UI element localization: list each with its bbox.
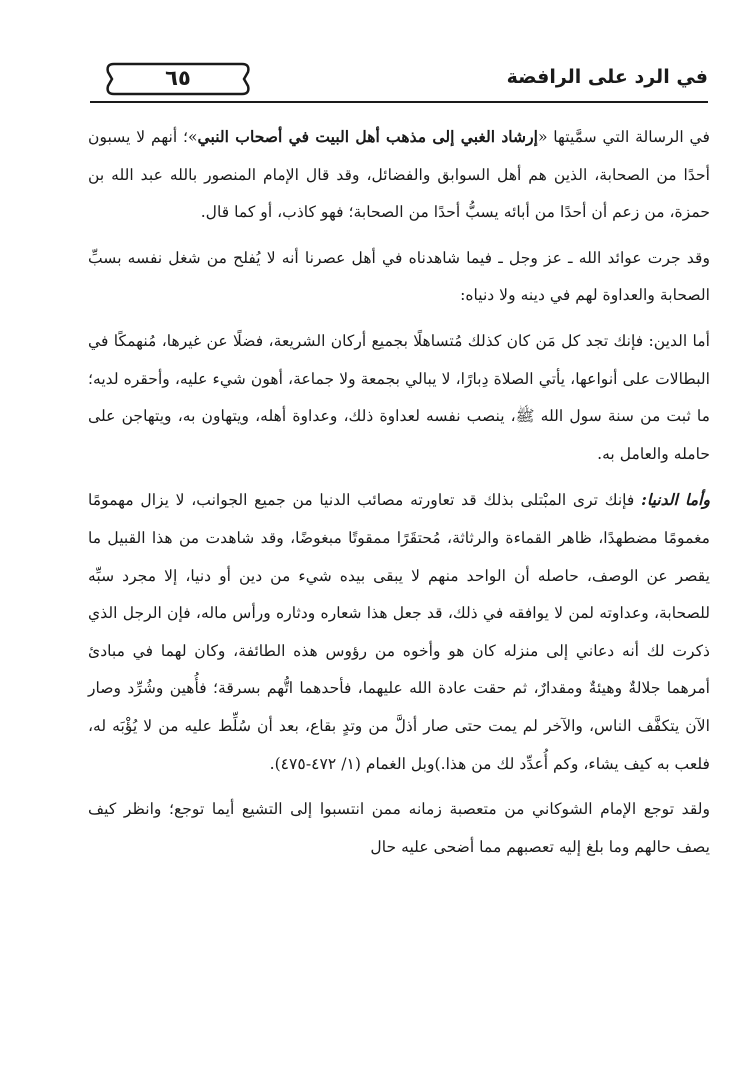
p4-lead: وأما الدنيا: (641, 490, 710, 510)
page-body (88, 118, 710, 874)
paragraph-3: أما الدين: فإنك تجد كل مَن كان كذلك مُتساهلًا بجميع أركان الشريعة، فضلًا عن غيرها، مُنهمكًا في البطالات على أنواعها، يأتي الصلاة دِبارًا، لا يبالي بجمعة ولا جماعة، أهون شيء عليه، وأحقره لديه؛ ما ثبت من سنة سول الله ﷺ، ينصب نفسه لعداوة ذلك، وعداوة أهله، ويتهاون به، ويتهاجن على حامله والعامل به. (88, 331, 710, 463)
p1-intro: في الرسالة التي سمَّيتها « (537, 128, 710, 146)
paragraph-2: وقد جرت عوائد الله ـ عز وجل ـ فيما شاهدناه في أهل عصرنا أنه لا يُفلح من شغل نفسه بسبِّ الصحابة والعداوة لهم في دينه ولا دنياه: (88, 248, 710, 305)
cited-book-title: إرشاد الغبي إلى مذهب أهل البيت في أصحاب النبي (197, 127, 538, 146)
p4-rest: فإنك ترى المبْتلى بذلك قد تعاورته مصائب الدنيا من جميع الجوانب، لا يزال مهمومًا مغمومًا مضطهدًا، ظاهر القماءة والرثاثة، مُحتقَرًا ممقوتًا مبغوضًا، وقد شاهدت من هذا القبيل ما يقصر عن الوصف، حاصله أن الواحد منهم لا يبقى بيده شيء من دين أو دنيا، إلا مجرد سبِّه للصحابة، وعداوته لمن لا يوافقه في ذلك، قد جعل هذا شعاره ودثاره ورأس ماله، فإن الرجل الذي ذكرت لك أنه دعاني إلى منزله كان هو وأخوه من رؤوس هذه الطائفة، وكان لهما في مبادئ أمرهما جلالةٌ وهيئةٌ ومقدارٌ، ثم حقت عادة الله عليهما، فأحدهما اتُّهم بسرقة؛ فأُهين وشُرِّد وصار الآن يتكفَّف الناس، والآخر لم يمت حتى صار أذلَّ من وتدٍ بقاع، بعد أن سُلِّط عليه من لا يُؤْبَه له، فلعب به كيف يشاء، وكم أُعدِّد لك من هذا.)وبل الغمام (١/ ٤٧٢-٤٧٥). (88, 491, 710, 773)
page-number-frame (104, 62, 252, 96)
header-rule (90, 101, 708, 103)
paragraph-1 (88, 118, 710, 232)
page-header (90, 62, 708, 100)
running-title: في الرد على الرافضة (506, 66, 708, 88)
page-number: ٦٥ (165, 66, 191, 90)
p1-rest: »؛ أنهم لا يسبون أحدًا من الصحابة، الذين هم أهل السوابق والفضائل، وقد قال الإمام المنصور بالله عبد الله بن حمزة، من زعم أن أحدًا من أبائه يسبُّ أحدًا من الصحابة؛ فهو كاذب، أو كما قال. (88, 128, 710, 222)
paragraph-5: ولقد توجع الإمام الشوكاني من متعصبة زمانه ممن انتسبوا إلى التشيع أيما توجع؛ وانظر كيف يصف حالهم وما بلغ إليه تعصبهم مما أضحى عليه حال (88, 800, 710, 856)
paragraph-4 (88, 481, 710, 783)
